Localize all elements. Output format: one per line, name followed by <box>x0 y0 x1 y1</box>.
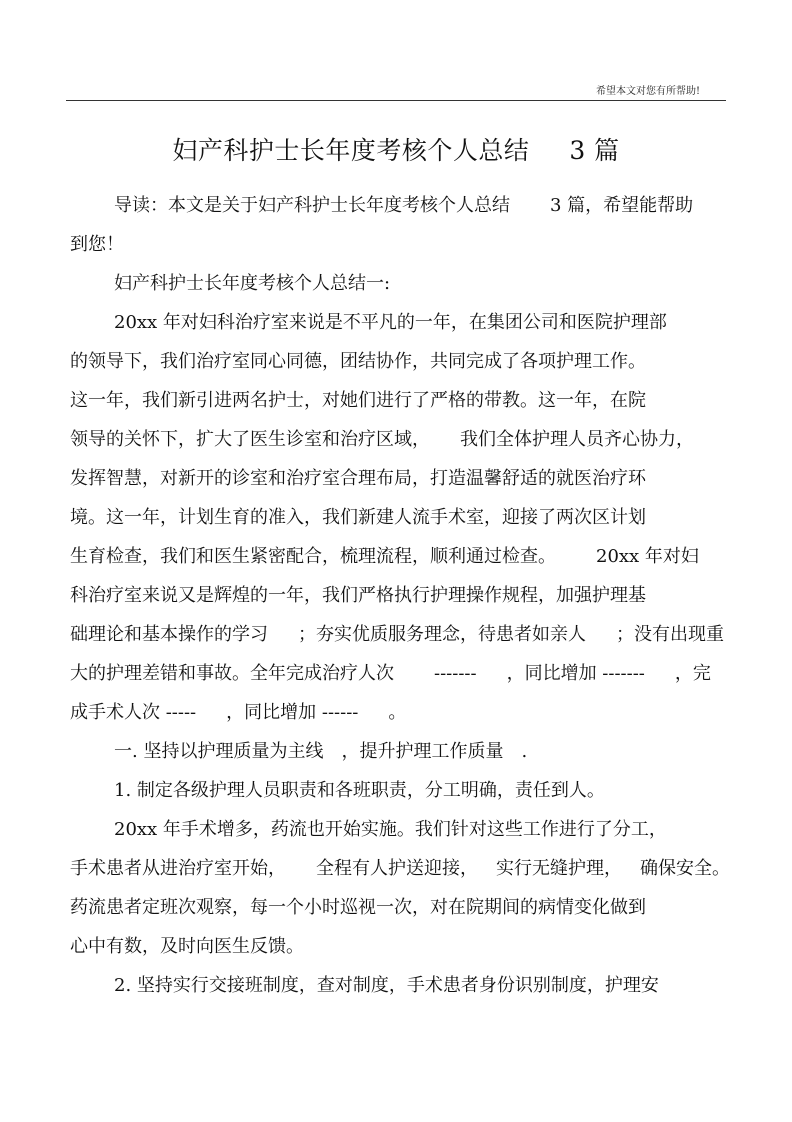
text-line <box>70 810 730 849</box>
text-line <box>70 576 730 615</box>
title-count: 3 篇 <box>569 136 620 165</box>
document-body <box>70 186 730 1005</box>
text-segment: 2. 坚持实行交接班制度，查对制度，手术患者身份识别制度，护理安 <box>114 975 659 996</box>
text-line <box>70 849 730 888</box>
text-segment: 3 篇，希望能帮助 <box>550 195 694 216</box>
text-line <box>70 693 730 732</box>
text-segment: ；没有出现重 <box>616 624 724 645</box>
text-segment: 成手术人次 ----- <box>70 702 197 723</box>
text-segment: ；夯实优质服务理念，待患者如亲人 <box>298 624 586 645</box>
text-segment: 我们全体护理人员齐心协力， <box>460 429 694 450</box>
text-line <box>70 537 730 576</box>
text-segment: 。 <box>388 702 407 723</box>
text-segment: 到您！ <box>70 234 124 255</box>
text-line <box>70 498 730 537</box>
text-segment: 科治疗室来说又是辉煌的一年，我们严格执行护理操作规程，加强护理基 <box>70 585 646 606</box>
text-line <box>70 264 730 303</box>
text-line <box>70 615 730 654</box>
text-segment: 手术患者从进治疗室开始， <box>70 858 286 879</box>
text-line <box>70 381 730 420</box>
text-line <box>70 927 730 966</box>
text-segment: 确保安全。 <box>640 858 730 879</box>
text-segment: 境。这一年，计划生育的准入，我们新建人流手术室，迎接了两次区计划 <box>70 507 646 528</box>
text-line <box>70 342 730 381</box>
text-segment: ，提升护理工作质量 <box>341 741 504 762</box>
text-segment: 一. 坚持以护理质量为主线 <box>114 741 324 762</box>
text-segment: 这一年，我们新引进两名护士，对她们进行了严格的带教。这一年，在院 <box>70 390 646 411</box>
text-segment: 发挥智慧，对新开的诊室和治疗室合理布局，打造温馨舒适的就医治疗环 <box>70 468 646 489</box>
text-line <box>70 225 730 264</box>
text-segment: 领导的关怀下，扩大了医生诊室和治疗区域， <box>70 429 430 450</box>
text-line <box>70 654 730 693</box>
text-segment: ------- <box>434 663 477 684</box>
text-segment: 20xx 年手术增多，药流也开始实施。我们针对这些工作进行了分工， <box>114 819 667 840</box>
text-line <box>70 888 730 927</box>
title-main: 妇产科护士长年度考核个人总结 <box>172 136 530 165</box>
header-note: 希望本文对您有所帮助! <box>595 86 700 97</box>
text-segment: 实行无缝护理， <box>496 858 622 879</box>
text-segment: 全程有人护送迎接， <box>316 858 478 879</box>
text-line <box>70 771 730 810</box>
text-segment: 生育检查，我们和医生紧密配合，梳理流程，顺利通过检查。 <box>70 546 556 567</box>
text-segment: 导读：本文是关于妇产科护士长年度考核个人总结 <box>114 195 510 216</box>
text-line <box>70 732 730 771</box>
text-segment: 20xx 年对妇科治疗室来说是不平凡的一年，在集团公司和医院护理部 <box>114 312 667 333</box>
document-title <box>0 131 792 167</box>
text-segment: 础理论和基本操作的学习 <box>70 624 268 645</box>
text-segment: 心中有数，及时向医生反馈。 <box>70 936 304 957</box>
header-divider <box>66 100 726 101</box>
text-segment: ，同比增加 ------ <box>226 702 359 723</box>
text-segment: 20xx 年对妇 <box>596 546 699 567</box>
text-line <box>70 186 730 225</box>
text-segment: 的领导下，我们治疗室同心同德，团结协作，共同完成了各项护理工作。 <box>70 351 646 372</box>
text-segment: . <box>521 741 528 762</box>
text-segment: ，完 <box>674 663 711 684</box>
text-segment: 妇产科护士长年度考核个人总结一: <box>114 273 391 294</box>
text-line <box>70 966 730 1005</box>
text-segment: 大的护理差错和事故。全年完成治疗人次 <box>70 663 394 684</box>
text-line <box>70 303 730 342</box>
text-segment: 1. 制定各级护理人员职责和各班职责，分工明确，责任到人。 <box>114 780 605 801</box>
text-segment: ，同比增加 ------- <box>506 663 645 684</box>
text-segment: 药流患者定班次观察，每一个小时巡视一次，对在院期间的病情变化做到 <box>70 897 646 918</box>
text-line <box>70 459 730 498</box>
text-line <box>70 420 730 459</box>
